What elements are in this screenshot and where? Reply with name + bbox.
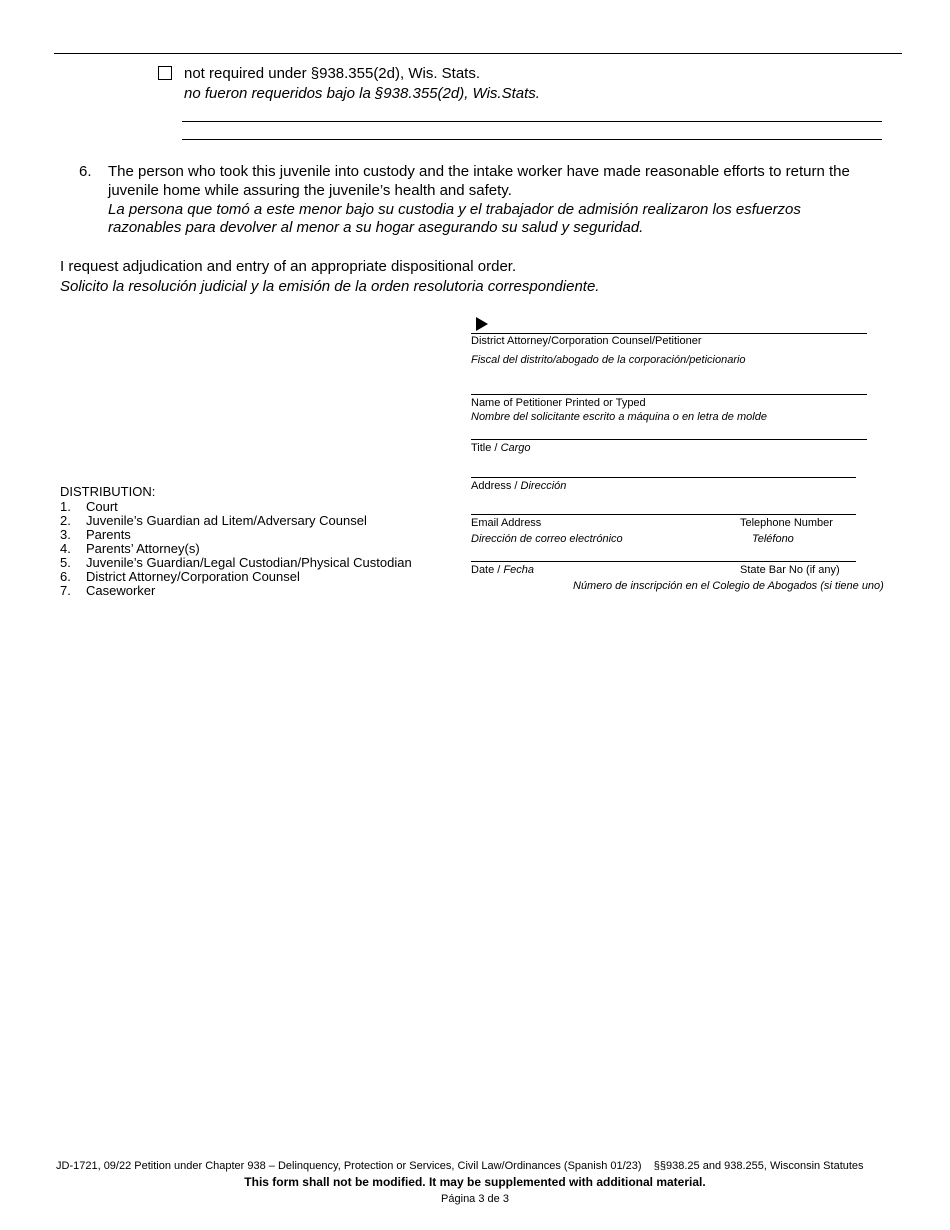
title-label-en: Title / bbox=[471, 442, 498, 454]
name-label-en: Name of Petitioner Printed or Typed bbox=[471, 397, 646, 409]
list-item: 7. Caseworker bbox=[60, 583, 156, 598]
not-required-checkbox[interactable] bbox=[158, 66, 172, 80]
blank-line-1[interactable] bbox=[182, 121, 882, 122]
list-item: 4. Parents’ Attorney(s) bbox=[60, 541, 200, 556]
date-label bbox=[471, 564, 534, 577]
distribution-heading: DISTRIBUTION: bbox=[60, 484, 156, 499]
item6-text-es-1: La persona que tomó a este menor bajo su custodia y el trabajador de admisión realizaron los esfuerzos bbox=[108, 201, 801, 218]
sign-here-arrow-icon bbox=[476, 317, 488, 331]
phone-label-en: Telephone Number bbox=[740, 517, 833, 529]
phone-label-es: Teléfono bbox=[752, 533, 794, 545]
email-label-es: Dirección de correo electrónico bbox=[471, 533, 623, 545]
list-item: 5. Juvenile’s Guardian/Legal Custodian/Physical Custodian bbox=[60, 555, 412, 570]
title-label-es: Cargo bbox=[500, 442, 531, 454]
title-label bbox=[471, 442, 531, 455]
name-line[interactable] bbox=[471, 394, 867, 395]
email-phone-line[interactable] bbox=[471, 514, 856, 515]
signature-line[interactable] bbox=[471, 333, 867, 334]
list-item: 1. Court bbox=[60, 499, 118, 514]
address-label-en: Address / bbox=[471, 480, 518, 492]
bar-label-es: Número de inscripción en el Colegio de Abogados (si tiene uno) bbox=[573, 580, 884, 592]
request-es: Solicito la resolución judicial y la emisión de la orden resolutoria correspondiente. bbox=[60, 278, 600, 295]
address-label-es: Dirección bbox=[520, 480, 567, 492]
name-label-es: Nombre del solicitante escrito a máquina o en letra de molde bbox=[471, 411, 767, 423]
date-bar-line[interactable] bbox=[471, 561, 856, 562]
date-label-en: Date / bbox=[471, 564, 501, 576]
checkbox-label-es: no fueron requeridos bajo la §938.355(2d), Wis.Stats. bbox=[184, 85, 540, 102]
bar-label-en: State Bar No (if any) bbox=[740, 564, 840, 576]
item6-text-en-1: The person who took this juvenile into custody and the intake worker have made reasonable efforts to return the bbox=[108, 163, 850, 180]
item6-text-es-2: razonables para devolver al menor a su hogar asegurando su salud y seguridad. bbox=[108, 219, 644, 236]
checkbox-label-en: not required under §938.355(2d), Wis. Stats. bbox=[184, 65, 481, 82]
footer-notice: This form shall not be modified. It may be supplemented with additional material. bbox=[244, 1175, 706, 1189]
list-item: 2. Juvenile’s Guardian ad Litem/Adversary Counsel bbox=[60, 513, 367, 528]
address-label bbox=[471, 480, 566, 493]
signature-label-es: Fiscal del distrito/abogado de la corporación/peticionario bbox=[471, 354, 746, 366]
blank-line-2[interactable] bbox=[182, 139, 882, 140]
title-line[interactable] bbox=[471, 439, 867, 440]
item6-number: 6. bbox=[79, 163, 92, 180]
item6-text-en-2: juvenile home while assuring the juvenile’s health and safety. bbox=[108, 182, 512, 199]
list-item: 6. District Attorney/Corporation Counsel bbox=[60, 569, 300, 584]
email-label-en: Email Address bbox=[471, 517, 542, 529]
address-line[interactable] bbox=[471, 477, 856, 478]
date-label-es: Fecha bbox=[503, 564, 534, 576]
request-en: I request adjudication and entry of an appropriate dispositional order. bbox=[60, 258, 517, 275]
footer-form-id: JD-1721, 09/22 Petition under Chapter 938 – Delinquency, Protection or Services, Civil Law/Ordinances (Spanish 01/23) §§938.25 and 938.255, Wisconsin Statutes bbox=[56, 1160, 864, 1172]
signature-label-en: District Attorney/Corporation Counsel/Petitioner bbox=[471, 335, 702, 347]
page-number: Página 3 de 3 bbox=[441, 1193, 509, 1205]
top-divider bbox=[54, 53, 902, 54]
list-item: 3. Parents bbox=[60, 527, 131, 542]
